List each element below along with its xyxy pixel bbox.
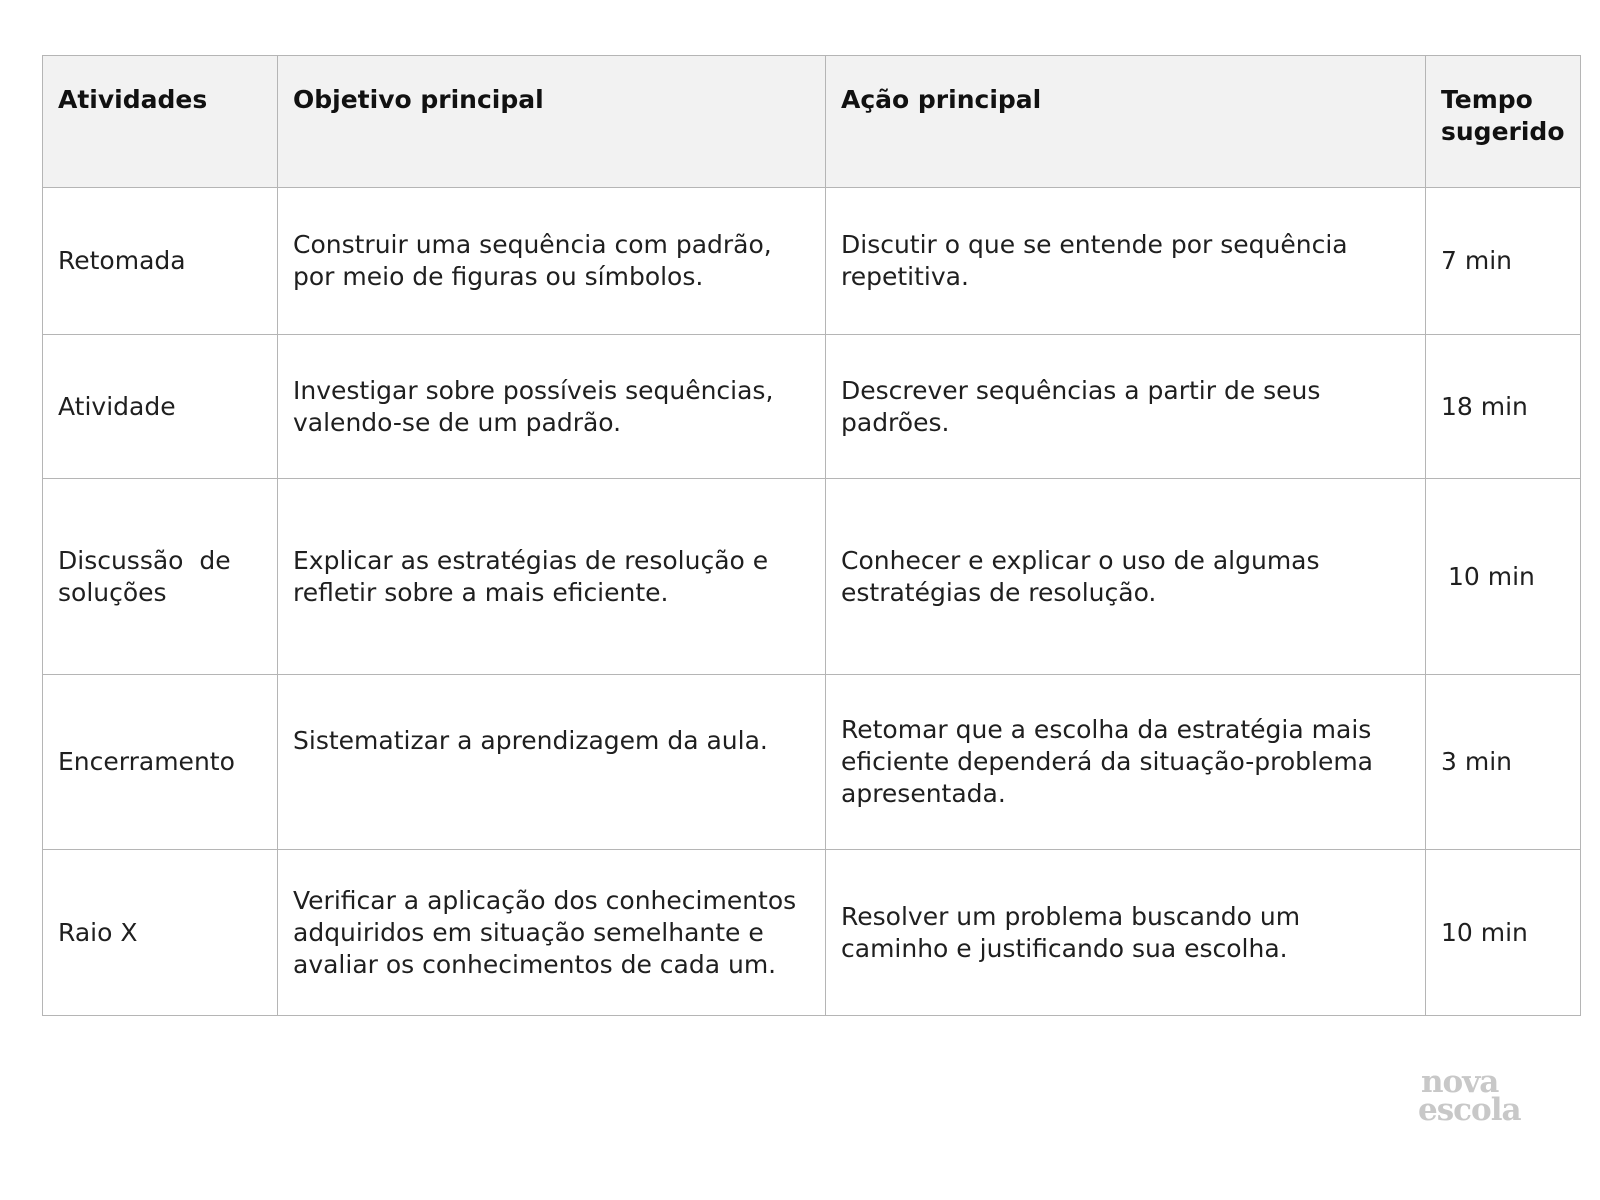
cell-tempo: 10 min bbox=[1426, 850, 1581, 1016]
cell-acao: Retomar que a escolha da estratégia mais eficiente dependerá da situação-problema apresentada. bbox=[826, 675, 1426, 850]
cell-objetivo: Construir uma sequência com padrão, por meio de figuras ou símbolos. bbox=[278, 188, 826, 335]
logo-line-escola: escola bbox=[1418, 1092, 1521, 1128]
header-objetivo: Objetivo principal bbox=[278, 56, 826, 188]
header-acao: Ação principal bbox=[826, 56, 1426, 188]
table-body bbox=[43, 188, 1581, 1016]
cell-objetivo: Investigar sobre possíveis sequências, valendo-se de um padrão. bbox=[278, 335, 826, 479]
cell-tempo: 7 min bbox=[1426, 188, 1581, 335]
cell-objetivo: Sistematizar a aprendizagem da aula. bbox=[278, 675, 826, 850]
table-row bbox=[43, 850, 1581, 1016]
header-atividades: Atividades bbox=[43, 56, 278, 188]
header-tempo: Tempo sugerido bbox=[1426, 56, 1581, 188]
cell-objetivo: Verificar a aplicação dos conhecimentos adquiridos em situação semelhante e avaliar os conhecimentos de cada um. bbox=[278, 850, 826, 1016]
cell-atividade: Encerramento bbox=[43, 675, 278, 850]
table-row bbox=[43, 335, 1581, 479]
nova-escola-logo bbox=[1418, 1064, 1548, 1128]
cell-tempo: 18 min bbox=[1426, 335, 1581, 479]
table-row bbox=[43, 675, 1581, 850]
cell-atividade: Discussão de soluções bbox=[43, 479, 278, 675]
cell-tempo: 10 min bbox=[1426, 479, 1581, 675]
logo-line-nova: nova bbox=[1421, 1064, 1499, 1100]
lesson-plan-table bbox=[42, 55, 1581, 1016]
cell-acao: Conhecer e explicar o uso de algumas estratégias de resolução. bbox=[826, 479, 1426, 675]
table-header bbox=[43, 56, 1581, 188]
cell-atividade: Raio X bbox=[43, 850, 278, 1016]
cell-acao: Resolver um problema buscando um caminho e justificando sua escolha. bbox=[826, 850, 1426, 1016]
cell-acao: Discutir o que se entende por sequência repetitiva. bbox=[826, 188, 1426, 335]
table-row bbox=[43, 188, 1581, 335]
header-row bbox=[43, 56, 1581, 188]
cell-acao: Descrever sequências a partir de seus padrões. bbox=[826, 335, 1426, 479]
cell-atividade: Atividade bbox=[43, 335, 278, 479]
cell-atividade: Retomada bbox=[43, 188, 278, 335]
table-row bbox=[43, 479, 1581, 675]
cell-tempo: 3 min bbox=[1426, 675, 1581, 850]
cell-objetivo: Explicar as estratégias de resolução e refletir sobre a mais eficiente. bbox=[278, 479, 826, 675]
